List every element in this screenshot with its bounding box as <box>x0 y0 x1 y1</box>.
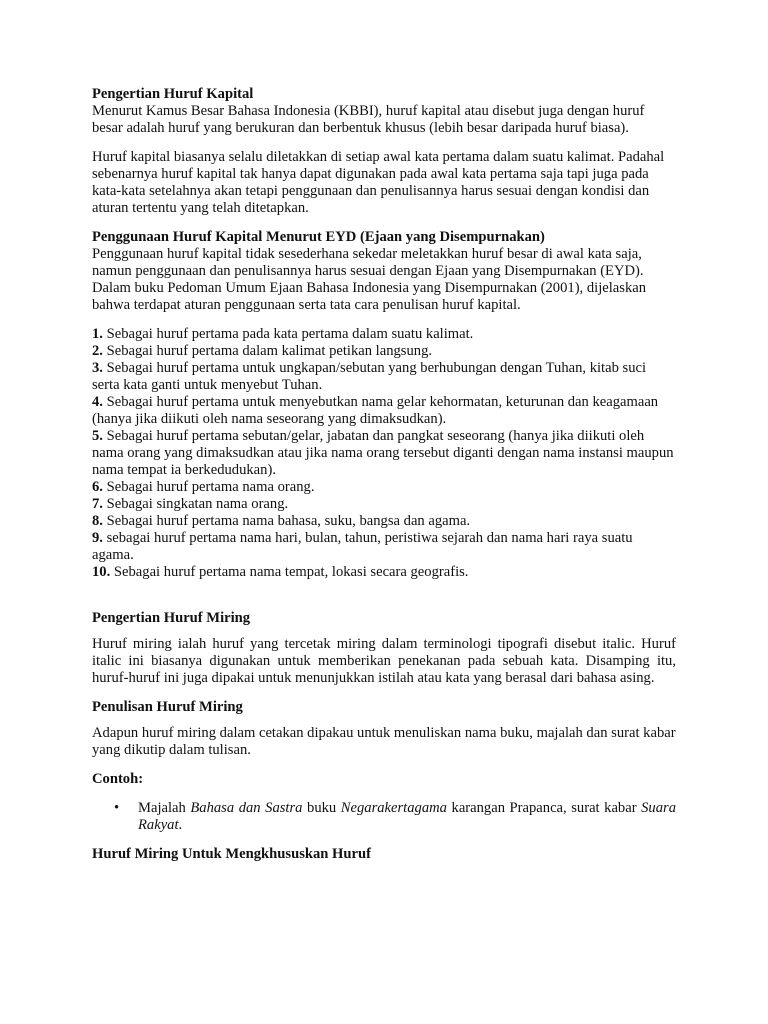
paragraph-penggunaan-kapital: Huruf kapital biasanya selalu diletakkan di setiap awal kata pertama dalam suatu kalimat. Padahal sebenarnya huruf kapital tak hanya dapat digunakan pada awal kata pertama saja tapi juga pada kata-kata setelahnya akan tetapi penggunaan dan penulisannya harus sesuai dengan kondisi dan aturan tertentu yang telah ditetapkan. <box>92 149 665 216</box>
bullet-icon: • <box>114 800 120 816</box>
heading-pengertian-huruf-kapital: Pengertian Huruf Kapital <box>92 86 254 102</box>
paragraph-penulisan-miring: Adapun huruf miring dalam cetakan dipakau untuk menuliskan nama buku, majalah dan surat kabar yang dikutip dalam tulisan. <box>92 725 676 758</box>
italic-title: Suara Rakyat <box>138 800 676 833</box>
list-item: 6. Sebagai huruf pertama nama orang. <box>92 479 315 495</box>
italic-title: Bahasa dan Sastra <box>190 800 303 816</box>
list-item: 7. Sebagai singkatan nama orang. <box>92 496 289 512</box>
list-item: 1. Sebagai huruf pertama pada kata pertama dalam suatu kalimat. <box>92 326 474 342</box>
document-page <box>92 86 676 863</box>
heading-huruf-miring-mengkhususkan: Huruf Miring Untuk Mengkhususkan Huruf <box>92 846 371 862</box>
list-aturan-kapital <box>92 326 676 581</box>
list-item: 3. Sebagai huruf pertama untuk ungkapan/sebutan yang berhubungan dengan Tuhan, kitab suci serta kata ganti untuk menyebut Tuhan. <box>92 360 647 393</box>
list-item: 2. Sebagai huruf pertama dalam kalimat petikan langsung. <box>92 343 433 359</box>
paragraph-definisi-kapital: Menurut Kamus Besar Bahasa Indonesia (KBBI), huruf kapital atau disebut juga dengan huruf besar adalah huruf yang berukuran dan berbentuk khusus (lebih besar daripada huruf biasa). <box>92 103 645 136</box>
list-contoh <box>92 800 676 834</box>
paragraph-eyd: Penggunaan huruf kapital tidak sesederhana sekedar meletakkan huruf besar di awal kata saja, namun penggunaan dan penulisannya harus sesuai dengan Ejaan yang Disempurnakan (EYD). Dalam buku Pedoman Umum Ejaan Bahasa Indonesia yang Disempurnakan (2001), dijelaskan bahwa terdapat aturan penggunaan serta tata cara penulisan huruf kapital. <box>92 246 647 313</box>
heading-pengertian-huruf-miring: Pengertian Huruf Miring <box>92 610 251 626</box>
list-item: 9. sebagai huruf pertama nama hari, bulan, tahun, peristiwa sejarah dan nama hari raya suatu agama. <box>92 530 633 563</box>
label-contoh: Contoh: <box>92 771 144 787</box>
paragraph-huruf-miring: Huruf miring ialah huruf yang tercetak miring dalam terminologi tipografi disebut italic. Huruf italic ini biasanya digunakan untuk memberikan penekanan pada sebuah kata. Disamping itu, huruf-huruf ini juga dipakai untuk menunjukkan istilah atau kata yang berasal dari bahasa asing. <box>92 636 676 686</box>
italic-title: Negarakertagama <box>340 800 447 816</box>
list-item: 10. Sebagai huruf pertama nama tempat, lokasi secara geografis. <box>92 564 469 580</box>
list-item: 4. Sebagai huruf pertama untuk menyebutkan nama gelar kehormatan, keturunan dan keagamaan (hanya jika diikuti oleh nama seseorang yang dimaksudkan). <box>92 394 659 427</box>
list-item: 8. Sebagai huruf pertama nama bahasa, suku, bangsa dan agama. <box>92 513 471 529</box>
list-item: • Majalah Bahasa dan Sastra buku Negarakertagama karangan Prapanca, surat kabar Suara Rakyat. <box>114 800 676 833</box>
list-item: 5. Sebagai huruf pertama sebutan/gelar, jabatan dan pangkat seseorang (hanya jika diikuti oleh nama orang yang dimaksudkan atau jika nama orang tersebut diganti dengan nama instansi maupun nama tempat ia berkedudukan). <box>92 428 674 478</box>
heading-penulisan-huruf-miring: Penulisan Huruf Miring <box>92 699 243 715</box>
heading-penggunaan-eyd: Penggunaan Huruf Kapital Menurut EYD (Ejaan yang Disempurnakan) <box>92 229 545 245</box>
